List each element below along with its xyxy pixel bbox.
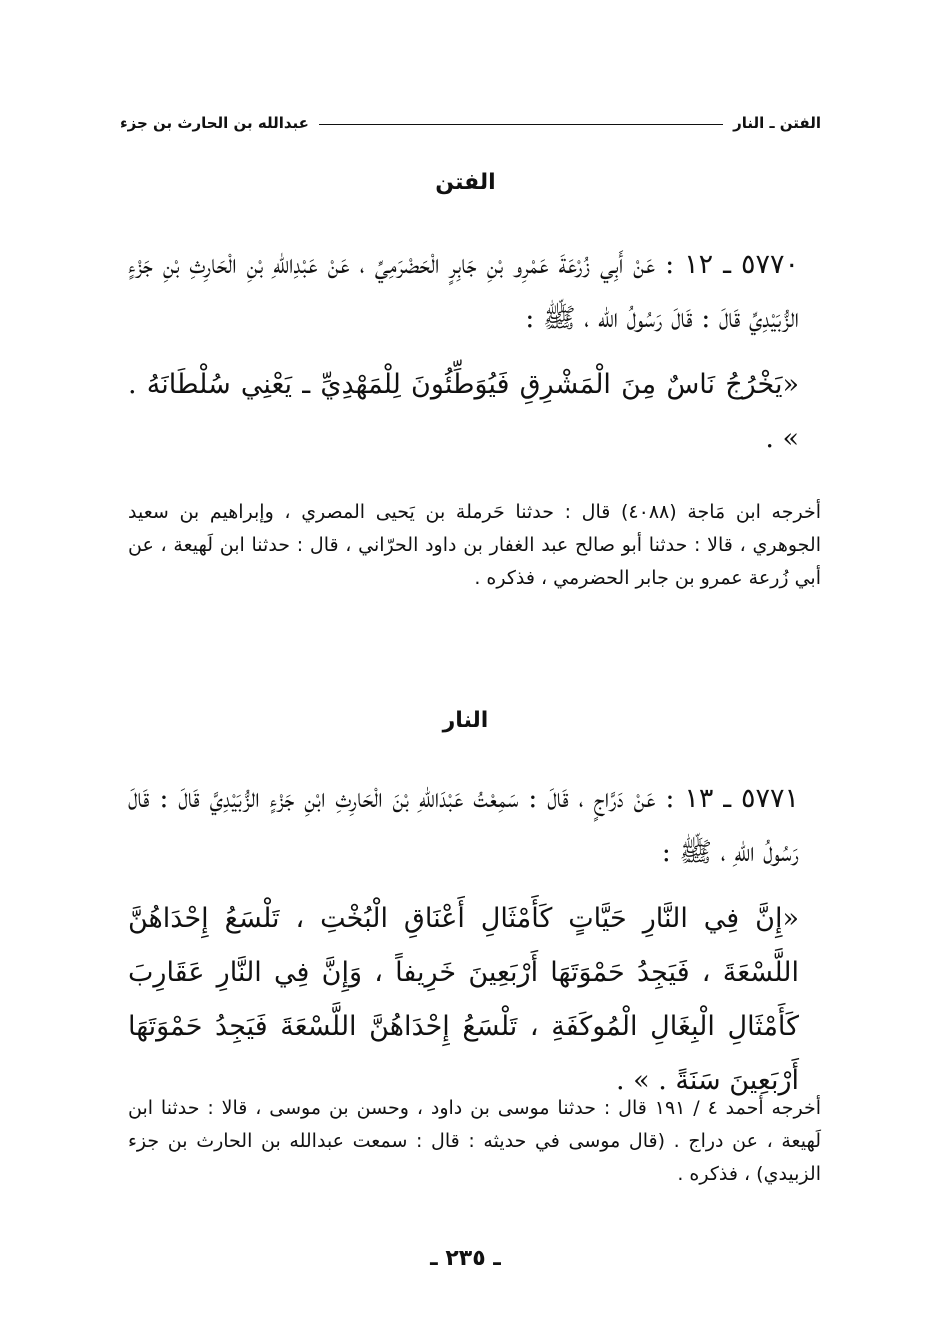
hadith-matn: «إِنَّ فِي النَّارِ حَيَّاتٍ كَأَمْثَالِ أَعْنَاقِ الْبُخْتِ ، تَلْسَعُ إِحْدَاهُنَّ اللَّسْعَةَ ، فَيَجِدُ حَمْوَتَهَا أَرْبَعِينَ خَرِيفاً ، وَإِنَّ فِي النَّارِ عَقَارِبَ كَأَمْثَالِ الْبِغَالِ الْمُوكَفَةِ ، تَلْسَعُ إِحْدَاهُنَّ اللَّسْعَةَ فَيَجِدُ حَمْوَتَهَا أَرْبَعِينَ سَنَةً . » . [128, 903, 799, 1096]
hadith-matn: «يَخْرُجُ نَاسٌ مِنَ الْمَشْرِقِ فَيُوَطِّئُونَ لِلْمَهْدِيِّ ـ يَعْنِي سُلْطَانَهُ . » . [128, 369, 799, 454]
takhrij-note: أخرجه ابن مَاجة (٤٠٨٨) قال : حدثنا حَرملة بن يَحيى المصري ، وإبراهيم بن سعيد الجوهري ، قالا : حدثنا أبو صالح عبد الغفار بن داود الحرّاني ، قال : حدثنا ابن لَهيعة ، عن أبي زُرعة عمرو بن جابر الحضرمي ، فذكره . [128, 501, 821, 589]
section-title-fitan: الفتن [435, 170, 496, 195]
hadith-isnad: ٥٧٧٠ ـ ١٢ : عَنْ أَبِي زُرْعَةَ عَمْرِو بْنِ جَابِرٍ الْحَضْرَمِيِّ ، عَنْ عَبْدِاللّهِ بْنِ الْحَارِثِ بْنِ جَزْءٍ الزُّبَيْدِيِّ قَالَ : قَالَ رَسُولُ اللّه ، ﷺ : [128, 249, 799, 334]
hadith-isnad: ٥٧٧١ ـ ١٣ : عَنْ دَرَّاجٍ ، قَالَ : سَمِعْتُ عَبْدَاللّهِ بْنَ الْحَارِثِ ابْنِ جَزْءٍ الزُّبَيْدِيَّ قَالَ : قَالَ رَسُولُ اللّهِ ، ﷺ : [128, 783, 799, 868]
takhrij-note: أخرجه أحمد ٤ / ١٩١ قال : حدثنا موسى بن داود ، وحسن بن موسى ، قالا : حدثنا ابن لَهيعة ، عن دراج . (قال موسى في حديثه : قال : سمعت عبدالله بن الحارث بن جزء الزبيدي) ، فذكره . [128, 1097, 821, 1185]
section-title-nar: النار [442, 708, 489, 733]
header-rule [319, 124, 723, 125]
running-header [120, 104, 821, 132]
hadith-5770 [128, 238, 799, 466]
header-chapter: الفتن ـ النار [733, 114, 821, 132]
header-companion: عبدالله بن الحارث بن جزء [120, 114, 309, 132]
page-number: ـ ٢٣٥ ـ [430, 1246, 501, 1271]
hadith-5771 [128, 772, 799, 1108]
